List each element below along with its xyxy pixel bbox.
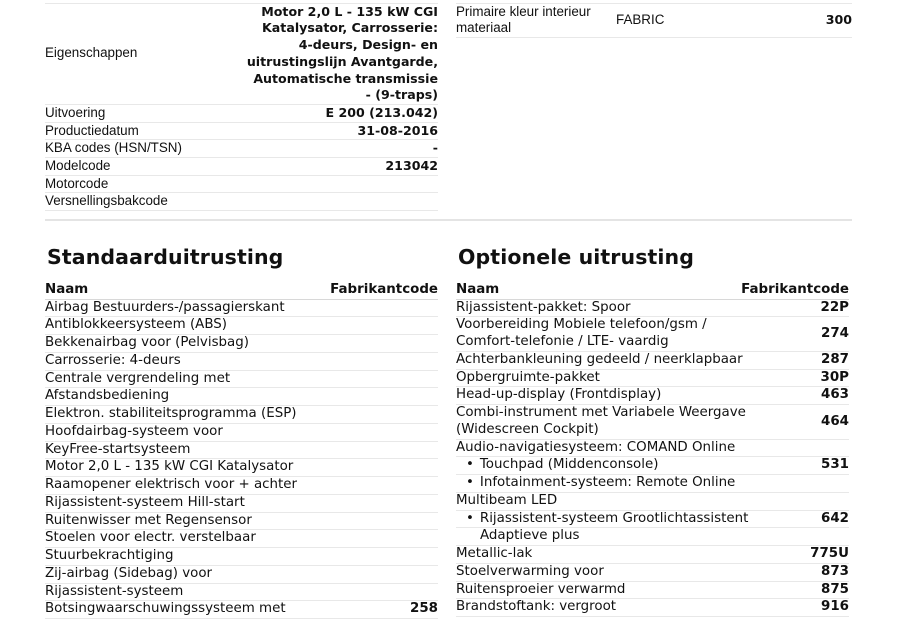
equipment-name: Opbergruimte-pakket: [456, 369, 600, 385]
equipment-name: Rijassistent-systeem Hill-start: [45, 494, 245, 510]
equipment-row: [45, 584, 438, 602]
equipment-name: KeyFree-startsysteem: [45, 441, 191, 457]
standard-equipment-header: [45, 282, 438, 300]
equipment-row: [456, 511, 849, 529]
equipment-row: [456, 599, 849, 617]
equipment-code: 531: [821, 457, 849, 473]
equipment-name: Ruitenwisser met Regensensor: [45, 512, 252, 528]
equipment-name: Zij-airbag (Sidebag) voor: [45, 565, 213, 581]
equipment-code: 875: [821, 581, 849, 597]
property-row: [45, 140, 438, 158]
equipment-name: Antiblokkeersysteem (ABS): [45, 317, 228, 333]
equipment-code: 287: [821, 351, 849, 367]
column-name-header: Naam: [45, 282, 89, 297]
equipment-row: [45, 406, 438, 424]
equipment-name: Bekkenairbag voor (Pelvisbag): [45, 335, 249, 351]
standard-equipment-section: [45, 243, 438, 619]
equipment-name: Ruitensproeier verwarmd: [456, 581, 626, 597]
equipment-row: [45, 424, 438, 442]
optional-equipment-list: [456, 300, 849, 618]
equipment-row: [456, 493, 849, 511]
property-label: Modelcode: [45, 158, 111, 174]
property-label: KBA codes (HSN/TSN): [45, 140, 182, 156]
property-row: [45, 158, 438, 176]
equipment-code: 642: [821, 510, 849, 526]
equipment-name: Audio-navigatiesysteem: COMAND Online: [456, 439, 736, 455]
standard-equipment-list: [45, 300, 438, 619]
standard-equipment-title: Standaarduitrusting: [47, 245, 284, 269]
equipment-name: Centrale vergrendeling met: [45, 370, 231, 386]
equipment-name: Rijassistent-systeem: [45, 583, 184, 599]
equipment-row: [456, 317, 849, 352]
equipment-name: Motor 2,0 L - 135 kW CGI Katalysator: [45, 459, 294, 475]
equipment-row: [456, 405, 849, 440]
equipment-row: [456, 457, 849, 475]
equipment-name: Carrosserie: 4-deurs: [45, 352, 181, 368]
optional-equipment-title: Optionele uitrusting: [458, 245, 694, 269]
equipment-name: Elektron. stabiliteitsprogramma (ESP): [45, 406, 297, 422]
equipment-name: Adaptieve plus: [480, 528, 580, 544]
equipment-row: [456, 582, 849, 600]
equipment-row: [45, 548, 438, 566]
property-label: Uitvoering: [45, 104, 106, 120]
section-divider: [45, 219, 852, 221]
equipment-row: [456, 440, 849, 458]
equipment-row: [456, 564, 849, 582]
equipment-row: [456, 300, 849, 318]
equipment-name: Metallic-lak: [456, 546, 533, 562]
equipment-row: [45, 335, 438, 353]
properties-left-table: [45, 0, 438, 211]
equipment-name: Stuurbekrachtiging: [45, 548, 174, 564]
equipment-row: [45, 477, 438, 495]
equipment-row: [45, 601, 438, 619]
properties-right-table: [456, 0, 852, 38]
equipment-name: Multibeam LED: [456, 492, 558, 508]
equipment-row: [45, 371, 438, 389]
equipment-code: 274: [821, 325, 849, 341]
equipment-row: [45, 300, 438, 318]
equipment-row: [45, 459, 438, 477]
equipment-row: [45, 388, 438, 406]
equipment-row: [45, 566, 438, 584]
equipment-name: Rijassistent-pakket: Spoor: [456, 299, 631, 315]
equipment-row: [456, 528, 849, 546]
optional-equipment-header: [456, 282, 849, 300]
equipment-name: Raamopener elektrisch voor + achter: [45, 477, 297, 493]
equipment-code: 30P: [820, 369, 849, 385]
equipment-row: [45, 442, 438, 460]
equipment-code: 464: [821, 413, 849, 429]
equipment-row: [45, 317, 438, 335]
column-code-header: Fabrikantcode: [741, 282, 849, 297]
property-row: [45, 105, 438, 123]
equipment-code: 22P: [820, 299, 849, 315]
equipment-row: [45, 513, 438, 531]
property-value: 31-08-2016: [357, 122, 438, 138]
property-row: [45, 176, 438, 194]
property-value: -: [432, 140, 438, 156]
property-label: Eigenschappen: [45, 45, 138, 61]
equipment-row: [456, 387, 849, 405]
equipment-name: • Touchpad (Middenconsole): [456, 457, 813, 474]
equipment-name: Brandstoftank: vergroot: [456, 599, 617, 615]
property-value: 213042: [385, 158, 438, 174]
equipment-name: Hoofdairbag-systeem voor: [45, 423, 223, 439]
property-value: 300: [825, 12, 852, 28]
property-row: [45, 123, 438, 141]
equipment-name: Combi-instrument met Variabele Weergave (Widescreen Cockpit): [456, 405, 746, 437]
equipment-row: [45, 530, 438, 548]
equipment-name: Botsingwaarschuwingssysteem met: [45, 601, 286, 617]
optional-equipment-section: [456, 243, 849, 617]
equipment-name: Stoelen voor electr. verstelbaar: [45, 530, 256, 546]
equipment-row: [456, 352, 849, 370]
property-detail: [616, 0, 792, 3]
property-row: [456, 4, 852, 38]
equipment-code: 873: [821, 563, 849, 579]
equipment-code: 258: [410, 601, 438, 617]
column-code-header: Fabrikantcode: [330, 282, 438, 297]
column-name-header: Naam: [456, 282, 500, 297]
property-detail: FABRIC: [616, 12, 665, 28]
property-row: [45, 193, 438, 211]
equipment-row: [45, 353, 438, 371]
property-label: Primaire kleur interieur materiaal: [456, 3, 591, 36]
equipment-name: • Rijassistent-systeem Grootlichtassistent: [456, 511, 813, 528]
equipment-row: [456, 546, 849, 564]
equipment-name: Achterbankleuning gedeeld / neerklapbaar: [456, 351, 743, 367]
equipment-row: [456, 370, 849, 388]
property-value: [302, 0, 438, 3]
property-value: Motor 2,0 L - 135 kW CGI Katalysator, Carrosserie: 4-deurs, Design- en uitrustingslijn Avantgarde, Automatische transmissie - (9-traps): [246, 3, 438, 103]
equipment-name: Afstandsbediening: [45, 388, 170, 404]
property-row: [45, 4, 438, 105]
equipment-code: 916: [821, 599, 849, 615]
property-label: Productiedatum: [45, 122, 139, 138]
equipment-code: 775U: [810, 546, 849, 562]
equipment-name: Head-up-display (Frontdisplay): [456, 387, 662, 403]
property-label: Versnellingsbakcode: [45, 193, 168, 209]
equipment-name: Stoelverwarming voor: [456, 563, 604, 579]
equipment-row: [456, 475, 849, 493]
equipment-row: [45, 495, 438, 513]
equipment-name: Airbag Bestuurders-/passagierskant: [45, 299, 285, 315]
property-label: Motorcode: [45, 175, 109, 191]
equipment-code: 463: [821, 387, 849, 403]
equipment-name: Voorbereiding Mobiele telefoon/gsm / Comfort-telefonie / LTE- vaardig: [456, 317, 707, 350]
property-value: E 200 (213.042): [325, 104, 438, 120]
equipment-name: • Infotainment-systeem: Remote Online: [456, 475, 841, 492]
